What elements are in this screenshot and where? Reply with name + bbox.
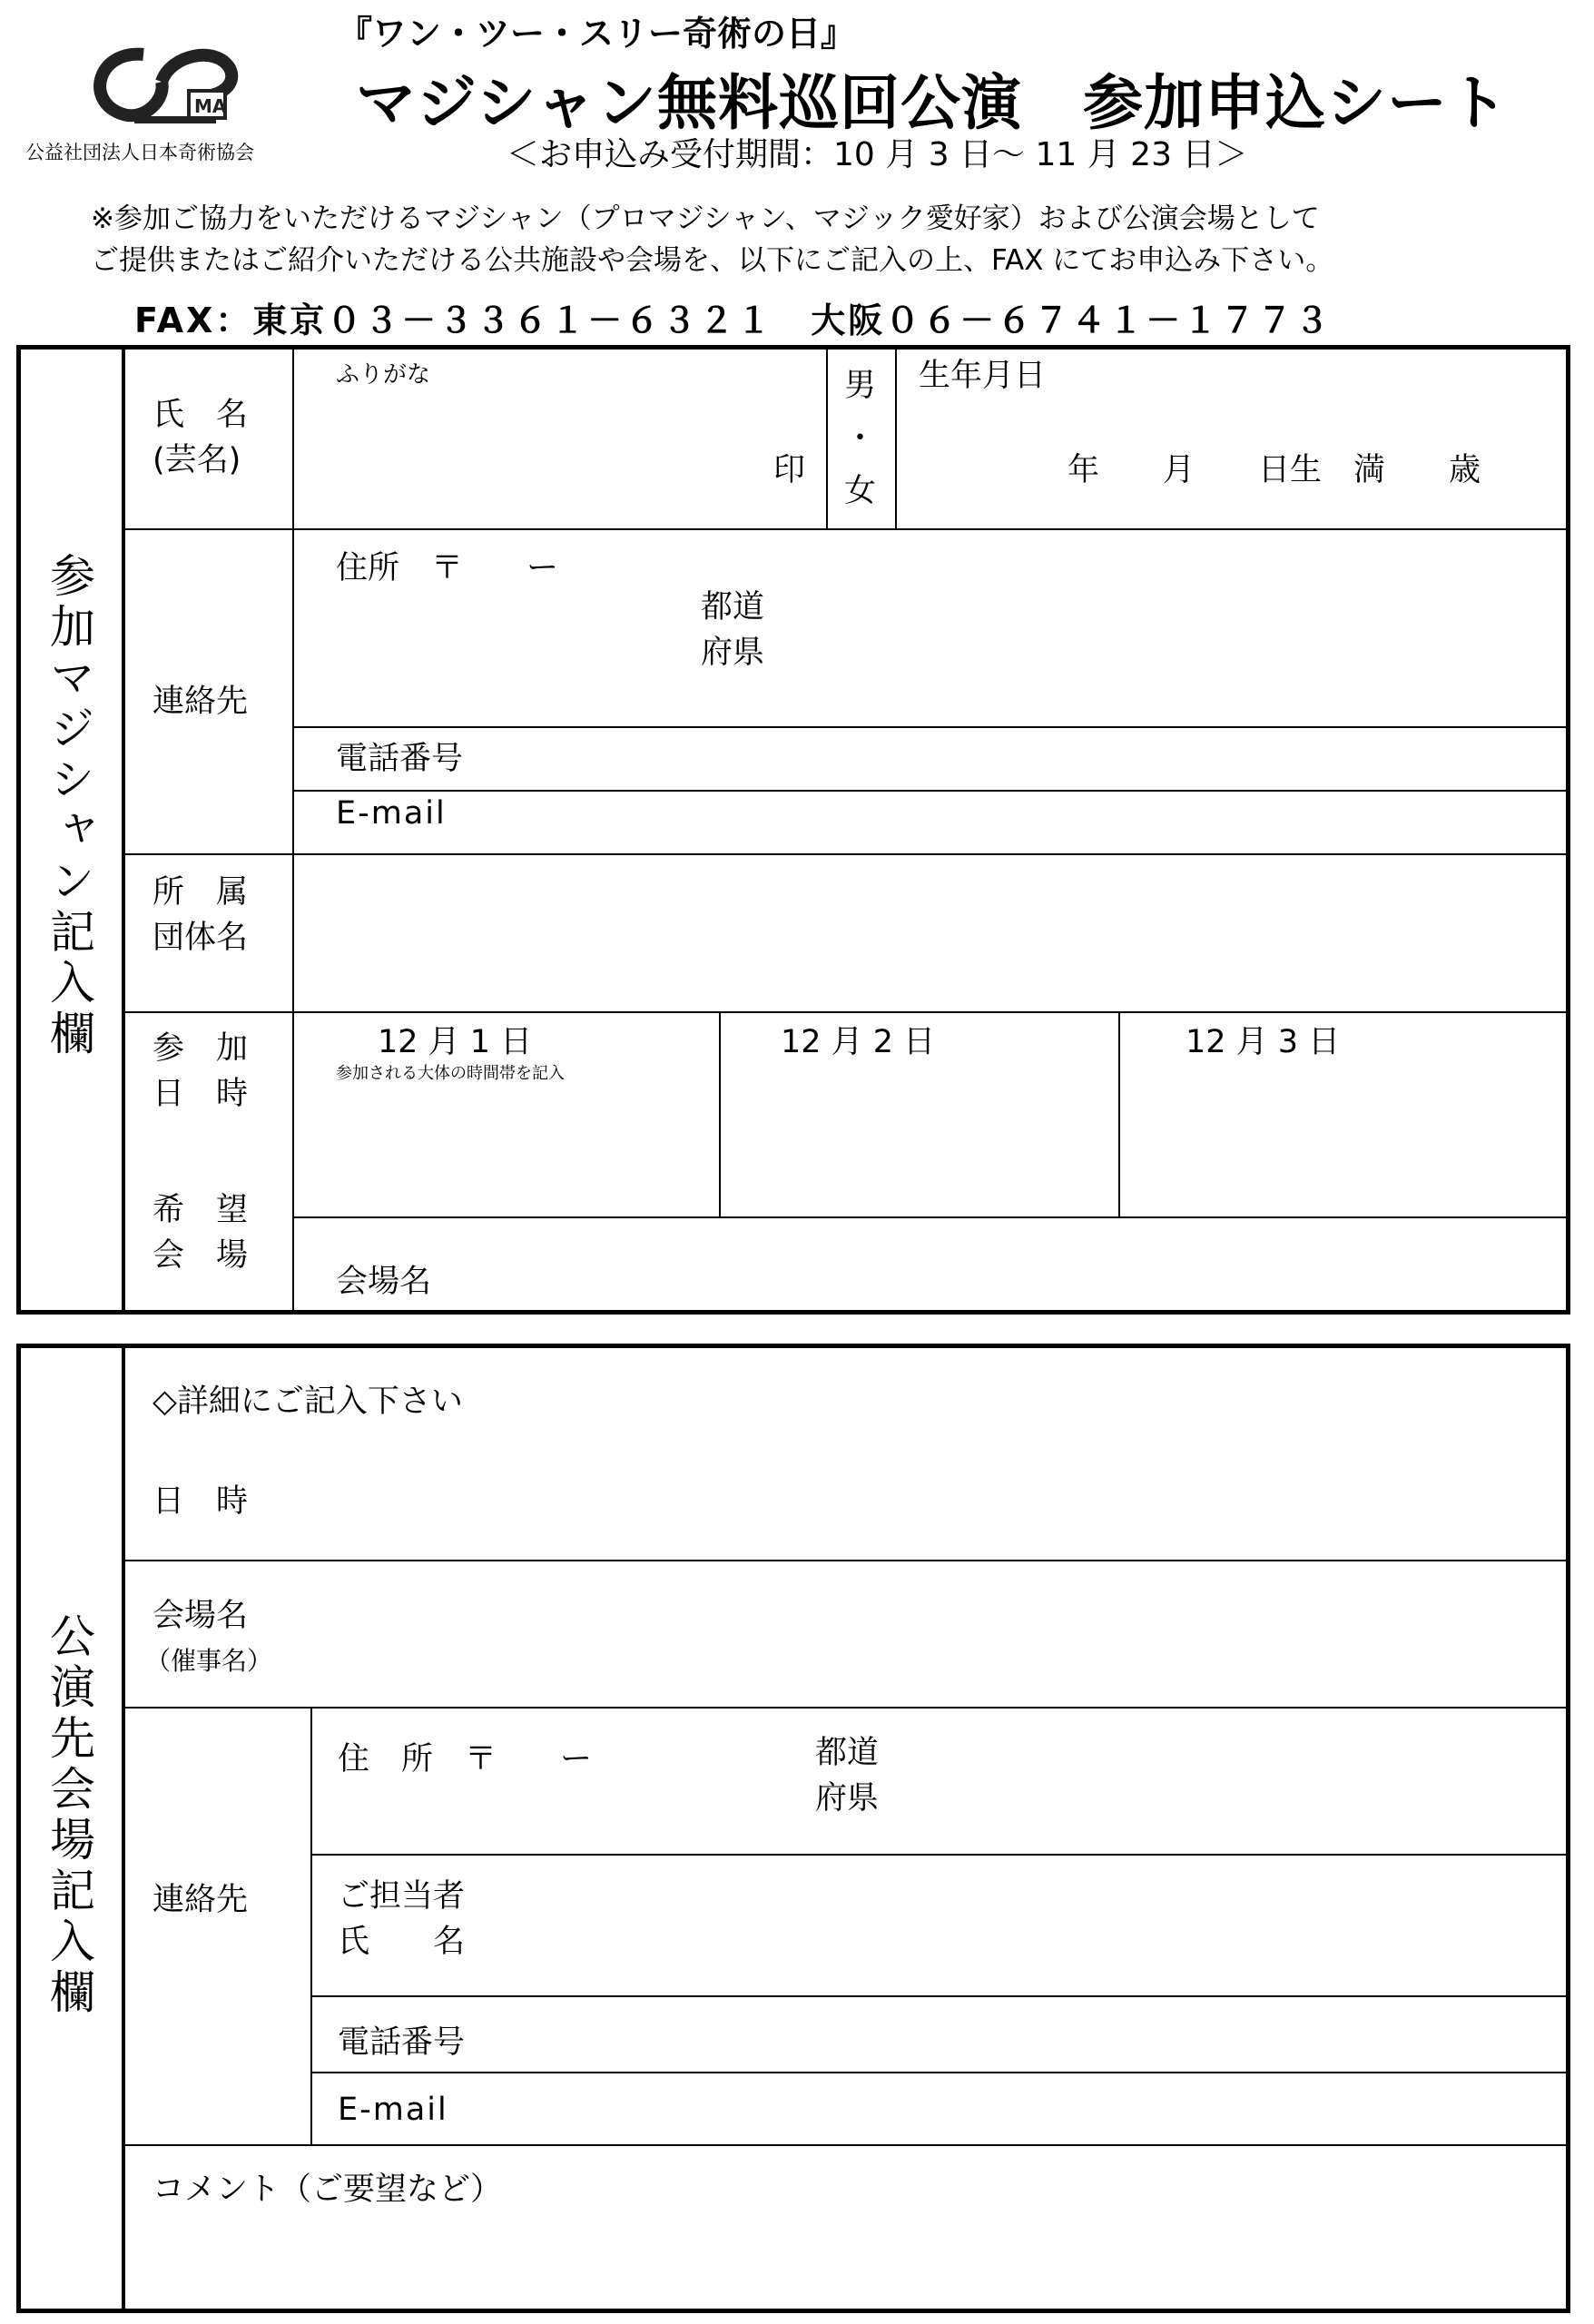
organization-name: 公益社団法人日本奇術協会	[25, 142, 254, 163]
venue-phone-label: 電話番号	[338, 2024, 466, 2061]
name-input[interactable]	[300, 390, 808, 517]
date-dec2: 12 月 2 日	[781, 1024, 936, 1060]
application-period: ＜お申込み受付期間：10 月 3 日～ 11 月 23 日＞	[507, 136, 1248, 173]
notice-line-1: ※参加ご協力をいただけるマジシャン（プロマジシャン、マジック愛好家）および公演会場として	[91, 202, 1320, 235]
furigana-label: ふりがな	[336, 361, 431, 389]
gender-select[interactable]: 男 ・ 女	[844, 368, 877, 509]
date-dec3: 12 月 3 日	[1186, 1024, 1341, 1060]
fax-numbers: FAX：東京０３－３３６１－６３２１ 大阪０６－６７４１－１７７３	[134, 300, 1333, 340]
phone-label: 電話番号	[336, 741, 464, 777]
comment-label: コメント（ご要望など）	[153, 2171, 503, 2208]
magician-section-label: 参加マジシャン記入欄	[43, 552, 95, 1060]
page-title: マジシャン無料巡回公演 参加申込シート	[356, 68, 1510, 138]
venue-email-label: E-mail	[338, 2092, 448, 2128]
contact-label: 連絡先	[153, 684, 249, 720]
prefecture-label: 都道 府県	[701, 589, 765, 671]
venue-section-label: 公演先会場記入欄	[43, 1612, 95, 2019]
venue-pref-label: 希 望 会 場	[153, 1192, 249, 1274]
name-label: 氏 名 (芸名)	[153, 397, 249, 478]
birthdate-label: 生年月日	[919, 358, 1047, 394]
address-label: 住所 〒 ー	[336, 550, 559, 586]
venue-name-label: 会場名	[336, 1264, 432, 1300]
svg-text:MA: MA	[194, 95, 227, 117]
comment-input[interactable]	[145, 2211, 1561, 2302]
venue-prefecture-label: 都道 府県	[815, 1735, 880, 1817]
venue-address-label: 住 所 〒 ー	[338, 1741, 593, 1777]
event-subtitle: 『ワン・ツー・スリー奇術の日』	[338, 14, 856, 54]
birthdate-input[interactable]: 年 月 日生 満 歳	[1068, 452, 1481, 488]
seal-mark: 印	[773, 452, 806, 488]
affiliation-input[interactable]	[300, 862, 1561, 1003]
venue-contact-label: 連絡先	[153, 1882, 249, 1918]
venue-name-label-2: 会場名	[153, 1598, 249, 1634]
participation-label: 参 加 日 時	[153, 1030, 249, 1112]
notice-line-2: ご提供またはご紹介いただける公共施設や会場を、以下にご記入の上、FAX にてお申込み下さい。	[91, 244, 1334, 277]
email-label: E-mail	[336, 795, 447, 832]
jma-logo-icon	[80, 36, 252, 136]
details-label: ◇詳細にご記入下さい	[153, 1384, 463, 1420]
person-label: ご担当者 氏 名	[338, 1878, 466, 1960]
venue-name-input[interactable]	[300, 1567, 1561, 1699]
date-dec1: 12 月 1 日	[378, 1024, 533, 1060]
event-name-label: （催事名）	[145, 1646, 273, 1676]
notice-text	[91, 198, 1333, 281]
datetime-input[interactable]	[300, 1452, 1561, 1552]
affiliation-label: 所 属 団体名	[153, 874, 249, 956]
date-note: 参加される大体の時間帯を記入	[336, 1064, 565, 1083]
datetime-label: 日 時	[153, 1483, 249, 1520]
